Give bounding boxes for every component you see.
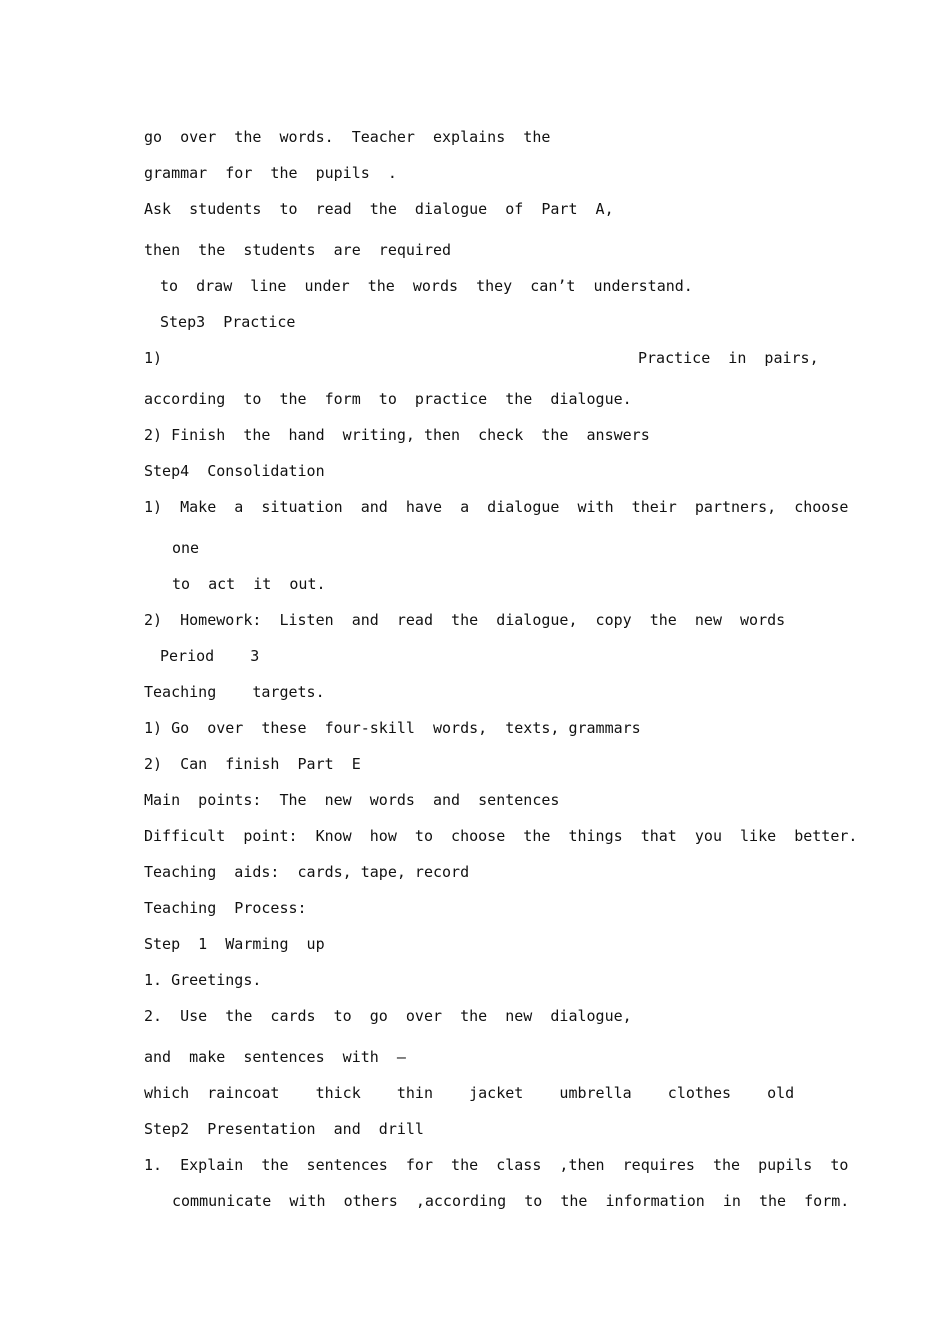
- text-line: and make sentences with —: [144, 1048, 406, 1066]
- text-line: which raincoat thick thin jacket umbrella clothes old: [144, 1084, 795, 1102]
- step-heading: Step4 Consolidation: [144, 462, 325, 480]
- step-heading: Step3 Practice: [160, 313, 296, 331]
- text-line: 1. Greetings.: [144, 971, 262, 989]
- text-line: communicate with others ,according to the information in the form.: [172, 1192, 850, 1210]
- step-heading: Step 1 Warming up: [144, 935, 325, 953]
- text-line: according to the form to practice the dialogue.: [144, 390, 632, 408]
- text-line: Practice in pairs,: [638, 349, 819, 367]
- period-heading: Period 3: [160, 647, 260, 665]
- text-line: Difficult point: Know how to choose the things that you like better.: [144, 827, 858, 845]
- text-line: then the students are required: [144, 241, 452, 259]
- text-line: 2) Homework: Listen and read the dialogue, copy the new words: [144, 611, 786, 629]
- text-line: 2. Use the cards to go over the new dialogue,: [144, 1007, 632, 1025]
- text-line: grammar for the pupils .: [144, 164, 397, 182]
- text-line: 1) Make a situation and have a dialogue with their partners, choose: [144, 498, 849, 516]
- text-line: Ask students to read the dialogue of Part A,: [144, 200, 614, 218]
- text-line: Teaching Process:: [144, 899, 307, 917]
- text-line: 2) Can finish Part E: [144, 755, 361, 773]
- text-line: one: [172, 539, 200, 557]
- text-line: Teaching targets.: [144, 683, 325, 701]
- list-marker: 1): [144, 349, 163, 367]
- text-line: Main points: The new words and sentences: [144, 791, 560, 809]
- text-line: go over the words. Teacher explains the: [144, 128, 551, 146]
- text-line: to act it out.: [172, 575, 326, 593]
- text-line: to draw line under the words they can’t understand.: [160, 277, 693, 295]
- text-line: 1) Go over these four-skill words, texts, grammars: [144, 719, 641, 737]
- text-line: 1. Explain the sentences for the class ,then requires the pupils to: [144, 1156, 849, 1174]
- text-line: 2) Finish the hand writing, then check the answers: [144, 426, 650, 444]
- step-heading: Step2 Presentation and drill: [144, 1120, 424, 1138]
- text-line: Teaching aids: cards, tape, record: [144, 863, 470, 881]
